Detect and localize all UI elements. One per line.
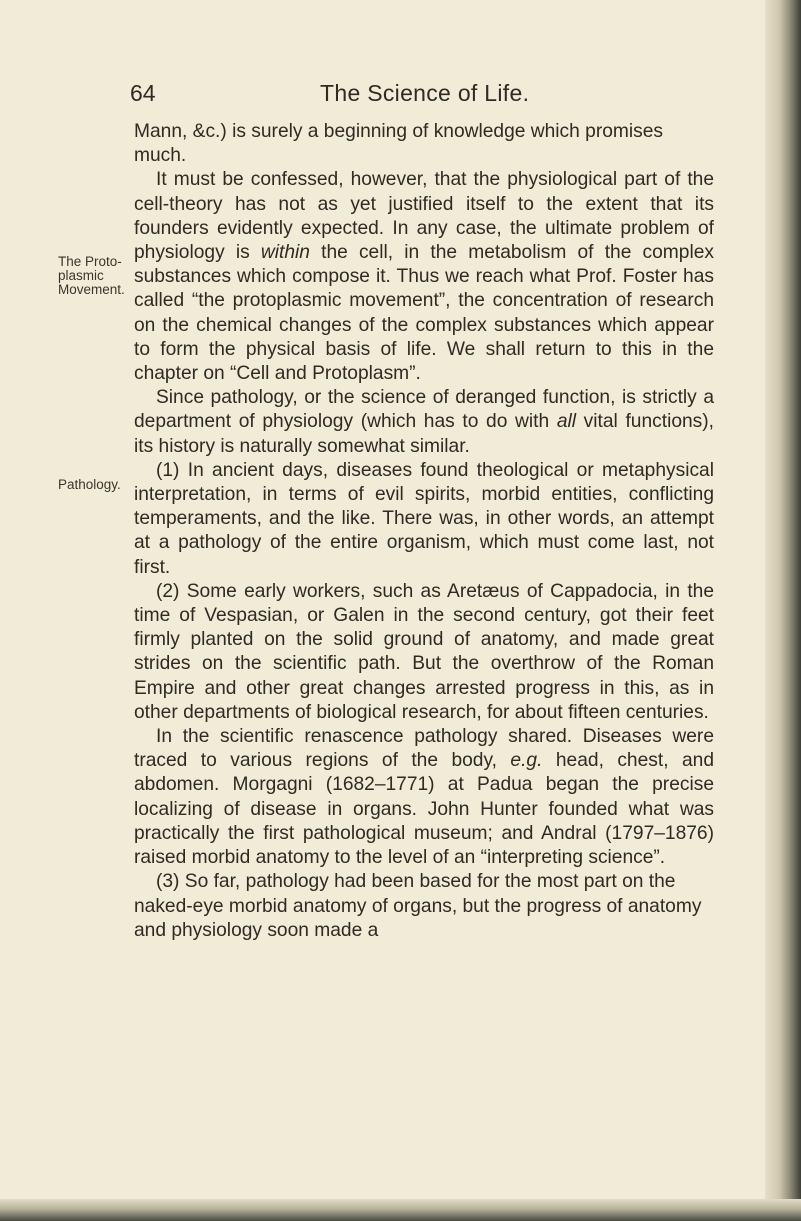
paragraph-naked-eye: (3) So far, pathology had been based for the most part on the naked-eye morbid anatomy of organs, but the progress of anatomy and physiology soon made a	[134, 871, 702, 941]
paragraph-text: vital functions), its history is naturally somewhat similar.	[134, 411, 714, 457]
paragraph-early-workers: (2) Some early workers, such as Aretæus of Cappadocia, in the time of Vespasian, or Galen in the second century, got their feet firmly planted on the solid ground of anatomy, and made great strides on the scientific path. But the overthrow of the Roman Empire and other great changes arrested progress in this, as in other departments of biological research, for about fifteen centuries.	[134, 580, 714, 723]
running-header	[130, 80, 710, 114]
paragraph-text: the cell, in the metabolism of the complex substances which compose it. Thus we reach what Prof. Foster has called “the protoplasmic movement”, the concentration of research on the chemical changes of the complex substances which appear to form the physical basis of life. We shall return to this in the chapter on “Cell and Protoplasm”.	[134, 242, 714, 385]
paragraph-text: head, chest, and abdomen. Morgagni (1682–1771) at Padua began the precise localizing of disease in organs. John Hunter founded what was practically the first pathological museum; and Andral (1797–1876) raised morbid anatomy to the level of an “interpreting science”.	[134, 750, 714, 869]
paragraph-ancient-days: (1) In ancient days, diseases found theological or metaphysical interpretation, in terms of evil spirits, morbid entities, conflicting temperaments, and the like. There was, in other words, an attempt at a pathology of the entire organism, which must come last, not first.	[134, 459, 714, 578]
sidenote-protoplasmic-movement: The Proto- plasmic Movement.	[58, 254, 125, 297]
body-text	[134, 120, 714, 943]
page-edge-shadow	[765, 0, 801, 1221]
page-bottom-edge	[0, 1199, 801, 1221]
paragraph-cell-theory	[134, 168, 714, 386]
paragraph-renascence	[134, 725, 714, 870]
paragraph-text: Since pathology, or the science of deranged function, is strictly a department of physiology (which has to do with	[134, 387, 714, 433]
paragraph-pathology	[134, 386, 714, 459]
paragraph-text: It must be confessed, however, that the physiological part of the cell-theory has not as yet justified itself to the extent that its founders evidently expected. In any case, the ultimate problem of physiology is	[134, 169, 714, 264]
emphasis-all: all	[556, 411, 577, 433]
page-number: 64	[130, 80, 156, 106]
sidenote-pathology: Pathology.	[58, 477, 121, 492]
paragraph-continuation: Mann, &c.) is surely a beginning of knowledge which promises much.	[134, 121, 663, 167]
emphasis-eg: e.g.	[510, 750, 543, 772]
paragraph-text: In the scientific renascence pathology shared. Diseases were traced to various regions of the body,	[134, 726, 714, 772]
emphasis-within: within	[260, 242, 310, 264]
running-title: The Science of Life.	[320, 80, 530, 106]
